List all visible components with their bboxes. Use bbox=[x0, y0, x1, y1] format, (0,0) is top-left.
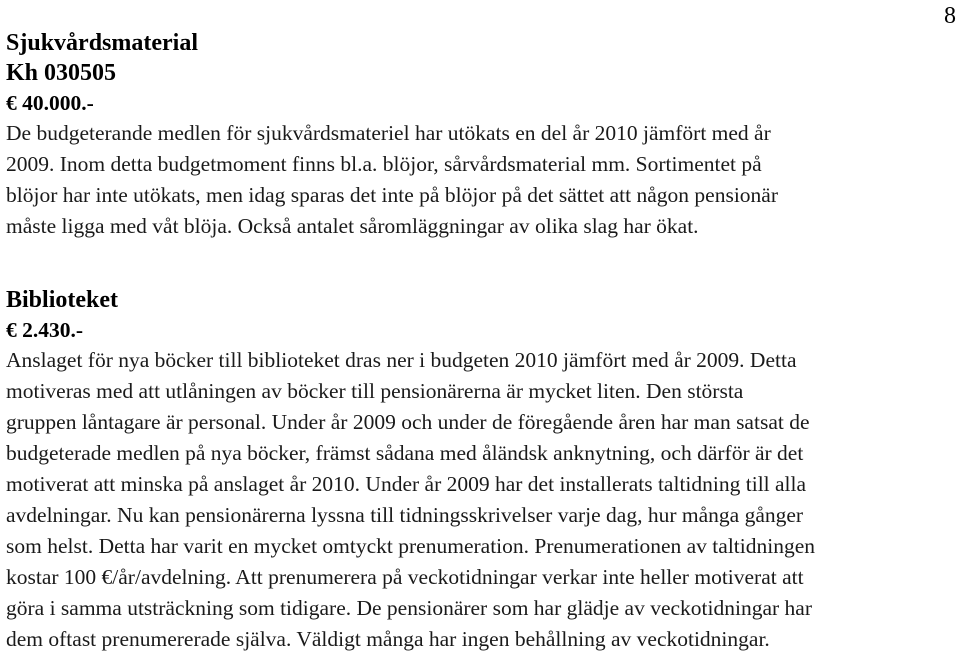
text-line: blöjor har inte utökats, men idag sparas det inte på blöjor på det sättet att någon pensionär bbox=[6, 183, 778, 207]
section-biblioteket bbox=[6, 285, 956, 655]
text-line: De budgeterande medlen för sjukvårdsmateriel har utökats en del år 2010 jämfört med år bbox=[6, 121, 771, 145]
section-body bbox=[6, 118, 956, 242]
section-heading: Biblioteket bbox=[6, 287, 118, 313]
text-line: Anslaget för nya böcker till biblioteket dras ner i budgeten 2010 jämfört med år 2009. Detta bbox=[6, 348, 797, 372]
section-heading: Sjukvårdsmaterial bbox=[6, 30, 198, 56]
section-body bbox=[6, 345, 956, 655]
budget-amount: € 40.000.- bbox=[6, 91, 94, 115]
text-line: motiverat att minska på anslaget år 2010. Under år 2009 har det installerats taltidning till alla bbox=[6, 472, 807, 496]
page-number: 8 bbox=[944, 3, 956, 29]
account-code: Kh 030505 bbox=[6, 60, 117, 86]
text-line: som helst. Detta har varit en mycket omtyckt prenumeration. Prenumerationen av taltidningen bbox=[6, 534, 816, 558]
section-sjukvardsmaterial bbox=[6, 28, 956, 242]
text-line: gruppen låntagare är personal. Under år 2009 och under de föregående åren har man satsat de bbox=[6, 410, 810, 434]
text-line: budgeterade medlen på nya böcker, främst sådana med åländsk anknytning, och därför är det bbox=[6, 441, 804, 465]
text-line: motiveras med att utlåningen av böcker till pensionärerna är mycket liten. Den största bbox=[6, 379, 744, 403]
text-line: göra i samma utsträckning som tidigare. De pensionärer som har glädje av veckotidningar har bbox=[6, 596, 812, 620]
text-line: kostar 100 €/år/avdelning. Att prenumerera på veckotidningar verkar inte heller motiverat att bbox=[6, 565, 804, 589]
budget-amount: € 2.430.- bbox=[6, 318, 84, 342]
text-line: dem oftast prenumererade själva. Väldigt många har ingen behållning av veckotidningar. bbox=[6, 627, 770, 651]
text-line: avdelningar. Nu kan pensionärerna lyssna till tidningsskrivelser varje dag, hur många gånger bbox=[6, 503, 804, 527]
text-line: måste ligga med våt blöja. Också antalet såromläggningar av olika slag har ökat. bbox=[6, 214, 699, 238]
text-line: 2009. Inom detta budgetmoment finns bl.a. blöjor, sårvårdsmaterial mm. Sortimentet på bbox=[6, 152, 762, 176]
